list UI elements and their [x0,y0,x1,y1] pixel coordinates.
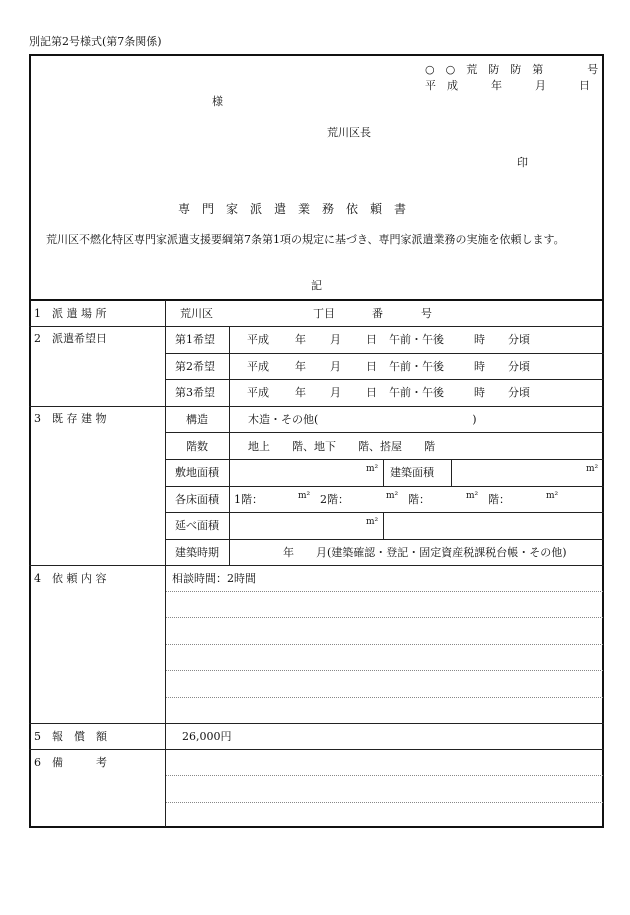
date-minute: 分頃 [508,333,530,346]
floors-value: 地上 階、地下 階、搭屋 階 [248,440,435,453]
location-ward: 荒川区 [180,307,213,320]
fee-value: 26,000円 [182,730,232,743]
row-divider [29,406,604,407]
unit-m2: m² [586,464,599,474]
date-day: 日 [366,360,377,373]
floors-label: 階数 [186,440,208,453]
unit-m2: m² [366,464,379,474]
dotted-rule [166,697,603,698]
document-title: 専 門 家 派 遣 業 務 依 頼 書 [178,202,407,216]
date-choice-1: 第1希望 [175,333,215,346]
date-hour: 時 [474,386,485,399]
floor-2: 2階： [320,493,349,506]
row-divider [29,749,604,750]
request-label: 4 依 頼 内 容 [34,572,107,585]
date-day: 日 [366,386,377,399]
remarks-label: 6 備 考 [34,756,107,769]
date-month: 月 [330,386,341,399]
consult-time: 相談時間：2時間 [172,572,256,585]
row-divider [29,326,604,327]
dotted-rule [166,775,603,776]
date-month: 月 [330,360,341,373]
dotted-rule [166,591,603,592]
floor-4: 階： [488,493,510,506]
site-area-label: 敷地面積 [175,466,219,479]
location-go: 号 [421,307,432,320]
building-label: 3 既 存 建 物 [34,412,107,425]
date-ampm: 午前・午後 [389,360,444,373]
issue-date: 平 成 年 月 日 [425,79,590,92]
row-divider [165,353,604,354]
dotted-rule [166,644,603,645]
date-month: 月 [330,333,341,346]
dotted-rule [166,802,603,803]
row-divider [165,379,604,380]
total-area-label: 延べ面積 [175,519,219,532]
built-label: 建築時期 [175,546,219,559]
unit-m2: m² [386,491,399,501]
floor-area-label: 各床面積 [175,493,219,506]
built-value: 年 月(建築確認・登記・固定資産税課税台帳・その他) [283,546,567,559]
header-divider [29,299,604,301]
area-divider [383,460,384,486]
location-banchi: 番 [372,307,383,320]
area-divider [451,460,452,486]
unit-m2: m² [546,491,559,501]
unit-m2: m² [366,517,379,527]
seal-mark: 印 [517,156,528,169]
document-number: ○ ○ 荒 防 防 第 号 [425,63,599,76]
location-chome: 丁目 [313,307,335,320]
date-era: 平成 [247,386,269,399]
dates-label: 2 派遣希望日 [34,332,107,345]
row-divider [165,486,604,487]
date-era: 平成 [247,333,269,346]
date-choice-3: 第3希望 [175,386,215,399]
row-divider [165,539,604,540]
unit-m2: m² [466,491,479,501]
date-hour: 時 [474,333,485,346]
addressee-suffix: 様 [212,95,223,108]
unit-m2: m² [298,491,311,501]
sender-name: 荒川区長 [327,126,371,139]
fee-label: 5 報 償 額 [34,730,107,743]
date-minute: 分頃 [508,360,530,373]
floor-3: 階： [408,493,430,506]
dotted-rule [166,670,603,671]
date-year: 年 [295,360,306,373]
date-ampm: 午前・午後 [389,386,444,399]
date-minute: 分頃 [508,386,530,399]
row-divider [165,432,604,433]
dates-inner-divider [229,327,230,406]
form-label: 別記第2号様式(第7条関係) [29,35,162,48]
date-era: 平成 [247,360,269,373]
row-divider [29,723,604,724]
dotted-rule [166,617,603,618]
row-divider [165,459,604,460]
structure-label: 構造 [186,413,208,426]
date-year: 年 [295,386,306,399]
row-divider [29,565,604,566]
structure-value: 木造・その他( ) [248,413,477,426]
date-hour: 時 [474,360,485,373]
location-label: 1 派 遣 場 所 [34,307,107,320]
row-divider [165,512,604,513]
date-ampm: 午前・午後 [389,333,444,346]
body-text: 荒川区不燃化特区専門家派遣支援要綱第7条第1項の規定に基づき、専門家派遣業務の実施を依頼します。 [46,233,565,246]
ki-marker: 記 [311,279,322,292]
date-day: 日 [366,333,377,346]
area-divider [383,513,384,539]
date-choice-2: 第2希望 [175,360,215,373]
floor-1: 1階： [234,493,263,506]
building-area-label: 建築面積 [390,466,434,479]
date-year: 年 [295,333,306,346]
